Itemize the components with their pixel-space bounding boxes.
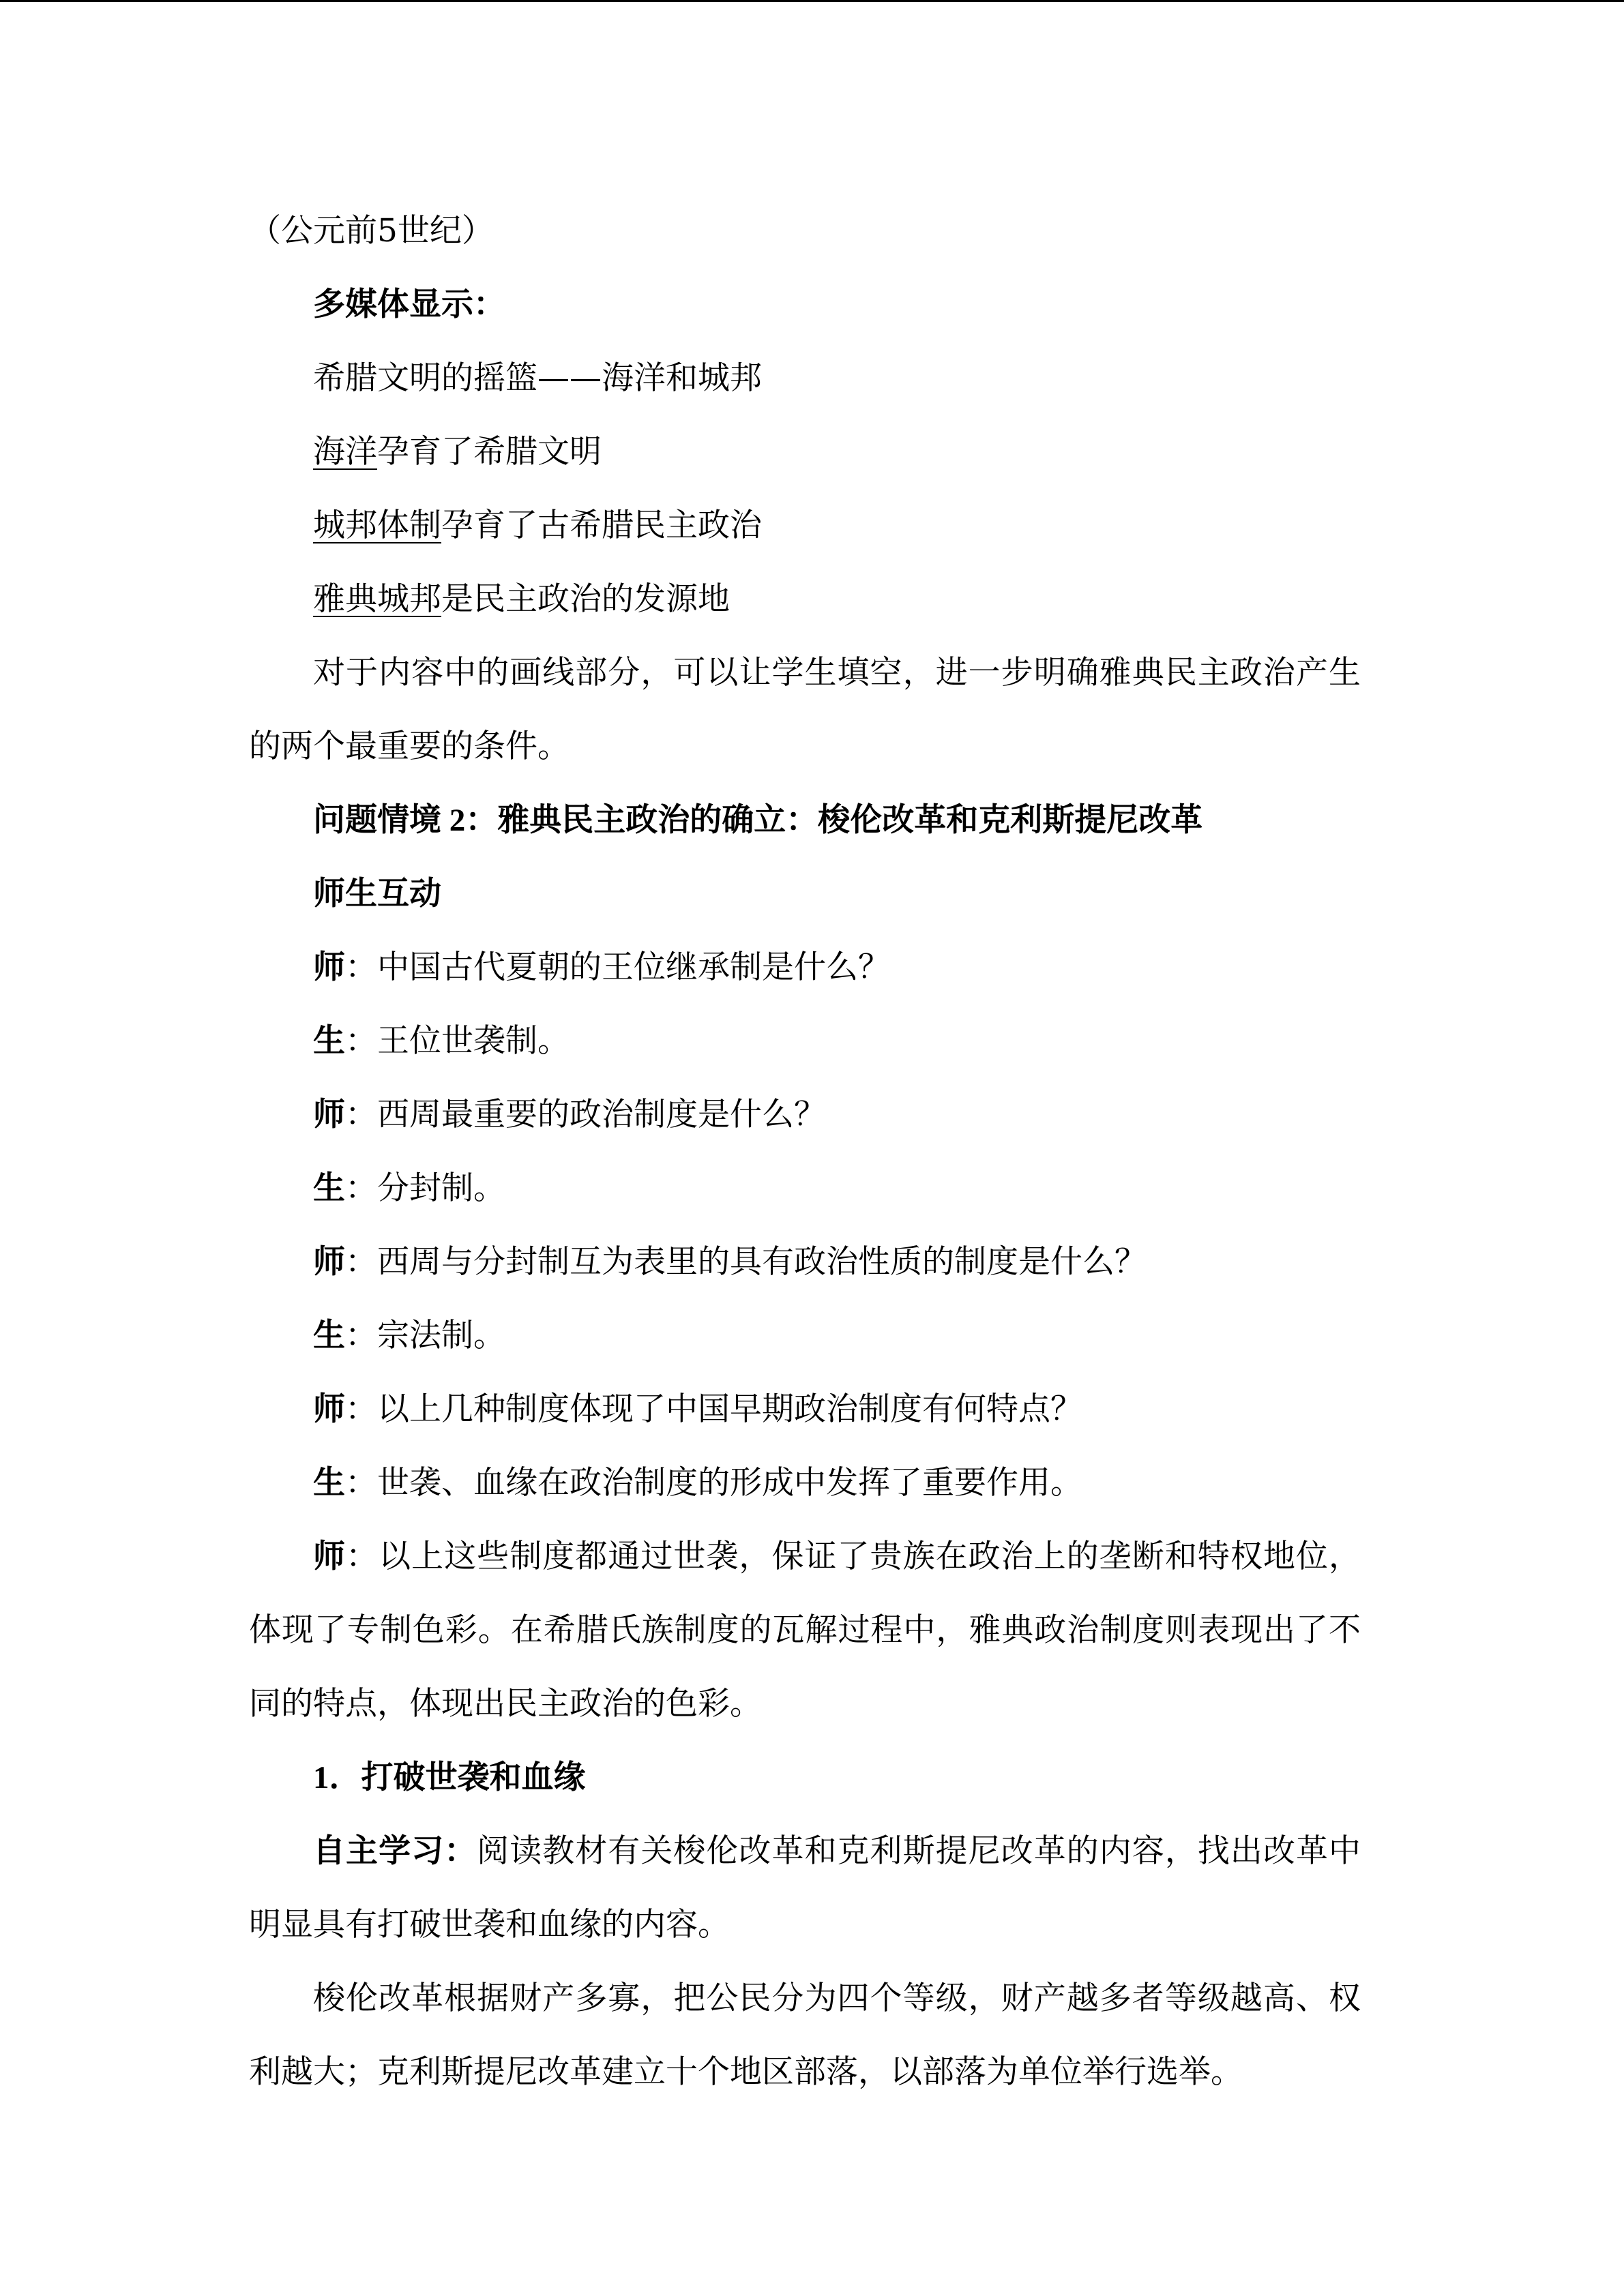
item-text: 是民主政治的发源地 xyxy=(441,580,730,618)
self-study-line xyxy=(249,1815,1361,1888)
item-text: 孕育了古希腊民主政治 xyxy=(441,507,762,544)
speaker-label: 生 xyxy=(313,1465,345,1501)
dialogue-continuation: 体现了专制色彩。在希腊氏族制度的瓦解过程中，雅典政治制度则表现出了不 xyxy=(249,1613,1361,1648)
section-heading: 1．打破世袭和血缘 xyxy=(313,1760,586,1795)
answer-line: 梭伦改革根据财产多寡，把公民分为四个等级，财产越多者等级越高、权 xyxy=(313,1981,1361,2016)
document-body xyxy=(249,194,1361,2109)
underlined-term: 雅典城邦 xyxy=(313,580,441,618)
dialogue-line xyxy=(249,1078,1361,1152)
page-top-edge xyxy=(0,0,1624,2)
underlined-term: 城邦体制 xyxy=(313,507,441,544)
dialogue-line xyxy=(249,931,1361,1004)
dialogue-line xyxy=(249,1152,1361,1225)
self-study-line: 明显具有打破世袭和血缘的内容。 xyxy=(249,1907,730,1943)
speaker-label: 师 xyxy=(313,1244,345,1280)
speaker-label: 师 xyxy=(313,1097,345,1133)
dialogue-line xyxy=(249,1520,1361,1594)
dialogue-text: ：世袭、血缘在政治制度的形成中发挥了重要作用。 xyxy=(345,1465,1082,1501)
dialogue-line xyxy=(249,1446,1361,1520)
dialogue-line xyxy=(249,1373,1361,1446)
dialogue-text: ：宗法制。 xyxy=(345,1318,505,1354)
speaker-label: 生 xyxy=(313,1171,345,1206)
note-line: 的两个最重要的条件。 xyxy=(249,729,570,764)
dialogue-text: ：以上几种制度体现了中国早期政治制度有何特点？ xyxy=(345,1392,1082,1427)
multimedia-item xyxy=(249,489,1361,563)
multimedia-item xyxy=(249,415,1361,489)
speaker-label: 生 xyxy=(313,1024,345,1059)
speaker-label: 生 xyxy=(313,1318,345,1354)
speaker-label: 师 xyxy=(313,1392,345,1427)
self-study-label: 自主学习： xyxy=(313,1834,477,1869)
dialogue-text: ：西周与分封制互为表里的具有政治性质的制度是什么？ xyxy=(345,1244,1147,1280)
dialogue-text: ：西周最重要的政治制度是什么？ xyxy=(345,1097,826,1133)
speaker-label: 师 xyxy=(313,950,345,985)
answer-line: 利越大；克利斯提尼改革建立十个地区部落，以部落为单位举行选举。 xyxy=(249,2055,1243,2090)
interaction-heading: 师生互动 xyxy=(313,876,441,912)
dialogue-line xyxy=(249,1225,1361,1299)
multimedia-item xyxy=(249,563,1361,636)
note-line: 对于内容中的画线部分，可以让学生填空，进一步明确雅典民主政治产生 xyxy=(313,655,1361,691)
underlined-term: 海洋 xyxy=(313,433,377,471)
speaker-label: 师 xyxy=(313,1539,346,1575)
dialogue-continuation: 同的特点，体现出民主政治的色彩。 xyxy=(249,1686,762,1722)
dialogue-text: ：以上这些制度都通过世袭，保证了贵族在政治上的垄断和特权地位， xyxy=(346,1539,1361,1575)
multimedia-title: 希腊文明的摇篮——海洋和城邦 xyxy=(313,359,762,397)
multimedia-heading: 多媒体显示： xyxy=(313,287,505,323)
dialogue-text: ：中国古代夏朝的王位继承制是什么？ xyxy=(345,950,890,985)
scenario-heading: 问题情境 2：雅典民主政治的确立：梭伦改革和克利斯提尼改革 xyxy=(313,803,1203,838)
item-text: 孕育了希腊文明 xyxy=(377,433,602,471)
dialogue-text: ：王位世袭制。 xyxy=(345,1024,570,1059)
self-study-text: 阅读教材有关梭伦改革和克利斯提尼改革的内容，找出改革中 xyxy=(477,1834,1361,1869)
intro-note: （公元前5世纪） xyxy=(249,212,494,250)
dialogue-line xyxy=(249,1004,1361,1078)
dialogue-line xyxy=(249,1299,1361,1373)
dialogue-text: ：分封制。 xyxy=(345,1171,505,1206)
